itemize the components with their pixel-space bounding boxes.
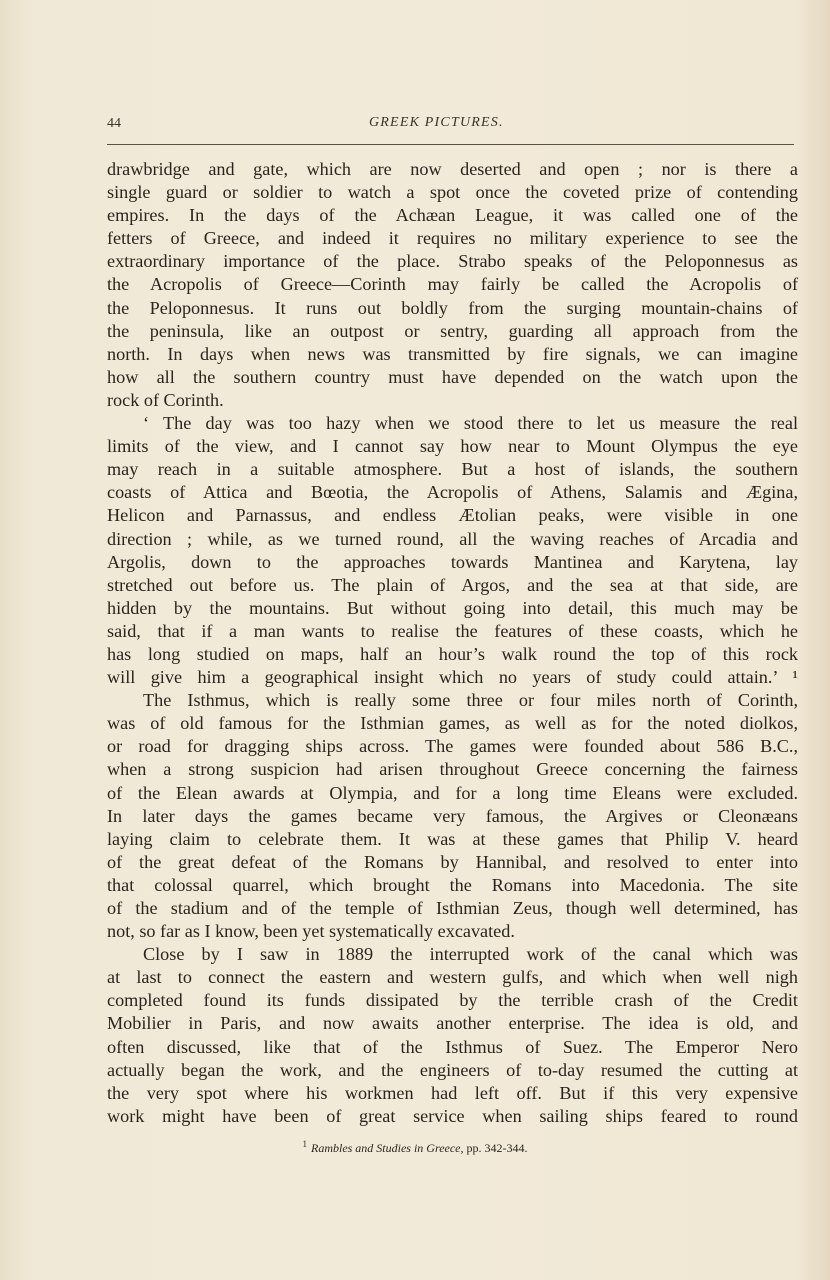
text-line: The Isthmus, which is really some three or four miles north of Corinth, <box>143 690 798 711</box>
footnote-pages: pp. 342-344. <box>466 1141 528 1155</box>
text-line: Argolis, down to the approaches towards Mantinea and Karytena, lay <box>107 551 798 572</box>
text-line: not, so far as I know, been yet systematically excavated. <box>107 921 515 942</box>
text-line: limits of the view, and I cannot say how near to Mount Olympus the eye <box>107 436 798 457</box>
text-line: or road for dragging ships across. The games were founded about 586 B.C., <box>107 736 798 757</box>
text-line: will give him a geographical insight which no years of study could attain.’ ¹ <box>107 667 798 688</box>
text-line: may reach in a suitable atmosphere. But a host of islands, the southern <box>107 459 798 480</box>
text-line: the Acropolis of Greece—Corinth may fairly be called the Acropolis of <box>107 274 798 295</box>
page-number: 44 <box>107 116 121 131</box>
text-line: has long studied on maps, half an hour’s walk round the top of this rock <box>107 643 798 664</box>
text-line: laying claim to celebrate them. It was at these games that Philip V. heard <box>107 828 798 849</box>
text-line: Helicon and Parnassus, and endless Ætolian peaks, were visible in one <box>107 505 798 526</box>
text-line: was of old famous for the Isthmian games, as well as for the noted diolkos, <box>107 713 798 734</box>
body-text <box>107 158 798 1128</box>
text-line: fetters of Greece, and indeed it requires no military experience to see the <box>107 228 798 249</box>
text-line: extraordinary importance of the place. Strabo speaks of the Peloponnesus as <box>107 251 798 272</box>
text-line: the very spot where his workmen had left off. But if this very expensive <box>107 1082 798 1103</box>
text-line: actually began the work, and the engineers of to-day resumed the cutting at <box>107 1059 798 1080</box>
text-line: Mobilier in Paris, and now awaits another enterprise. The idea is old, and <box>107 1013 798 1034</box>
page-header <box>107 110 798 140</box>
text-line: single guard or soldier to watch a spot once the coveted prize of contending <box>107 182 798 203</box>
text-line: empires. In the days of the Achæan League, it was called one of the <box>107 205 798 226</box>
header-rule <box>107 144 794 145</box>
text-line: Close by I saw in 1889 the interrupted work of the canal which was <box>143 944 798 965</box>
text-line: of the Elean awards at Olympia, and for a long time Eleans were excluded. <box>107 782 798 803</box>
text-line: ‘ The day was too hazy when we stood there to let us measure the real <box>143 413 798 434</box>
text-line: often discussed, like that of the Isthmus of Suez. The Emperor Nero <box>107 1036 798 1057</box>
text-line: that colossal quarrel, which brought the Romans into Macedonia. The site <box>107 874 798 895</box>
text-line: rock of Corinth. <box>107 389 224 410</box>
text-line: coasts of Attica and Bœotia, the Acropolis of Athens, Salamis and Ægina, <box>107 482 798 503</box>
text-line: direction ; while, as we turned round, all the waving reaches of Arcadia and <box>107 528 798 549</box>
running-title: GREEK PICTURES. <box>369 115 504 130</box>
text-line: of the stadium and of the temple of Isthmian Zeus, though well determined, has <box>107 898 798 918</box>
footnote-source: Rambles and Studies in Greece, <box>310 1141 464 1155</box>
text-line: hidden by the mountains. But without going into detail, this much may be <box>107 597 798 618</box>
text-line: drawbridge and gate, which are now deserted and open ; nor is there a <box>107 159 798 179</box>
text-line: work might have been of great service when sailing ships feared to round <box>107 1105 798 1126</box>
text-line: completed found its funds dissipated by the terrible crash of the Credit <box>107 990 798 1011</box>
text-line: said, that if a man wants to realise the features of these coasts, which he <box>107 620 798 641</box>
text-line: the peninsula, like an outpost or sentry, guarding all approach from the <box>107 320 798 341</box>
text-line: at last to connect the eastern and western gulfs, and which when well nigh <box>107 967 798 988</box>
footnote-marker: 1 <box>302 1139 307 1149</box>
text-line: In later days the games became very famous, the Argives or Cleonæans <box>107 805 798 826</box>
footnote <box>0 1139 830 1156</box>
text-line: when a strong suspicion had arisen throughout Greece concerning the fairness <box>107 759 798 780</box>
text-line: stretched out before us. The plain of Argos, and the sea at that side, are <box>107 574 798 595</box>
text-line: north. In days when news was transmitted by fire signals, we can imagine <box>107 343 798 364</box>
text-line: the Peloponnesus. It runs out boldly from the surging mountain-chains of <box>107 297 798 318</box>
text-line: how all the southern country must have depended on the watch upon the <box>107 366 798 387</box>
text-line: of the great defeat of the Romans by Hannibal, and resolved to enter into <box>107 851 798 872</box>
